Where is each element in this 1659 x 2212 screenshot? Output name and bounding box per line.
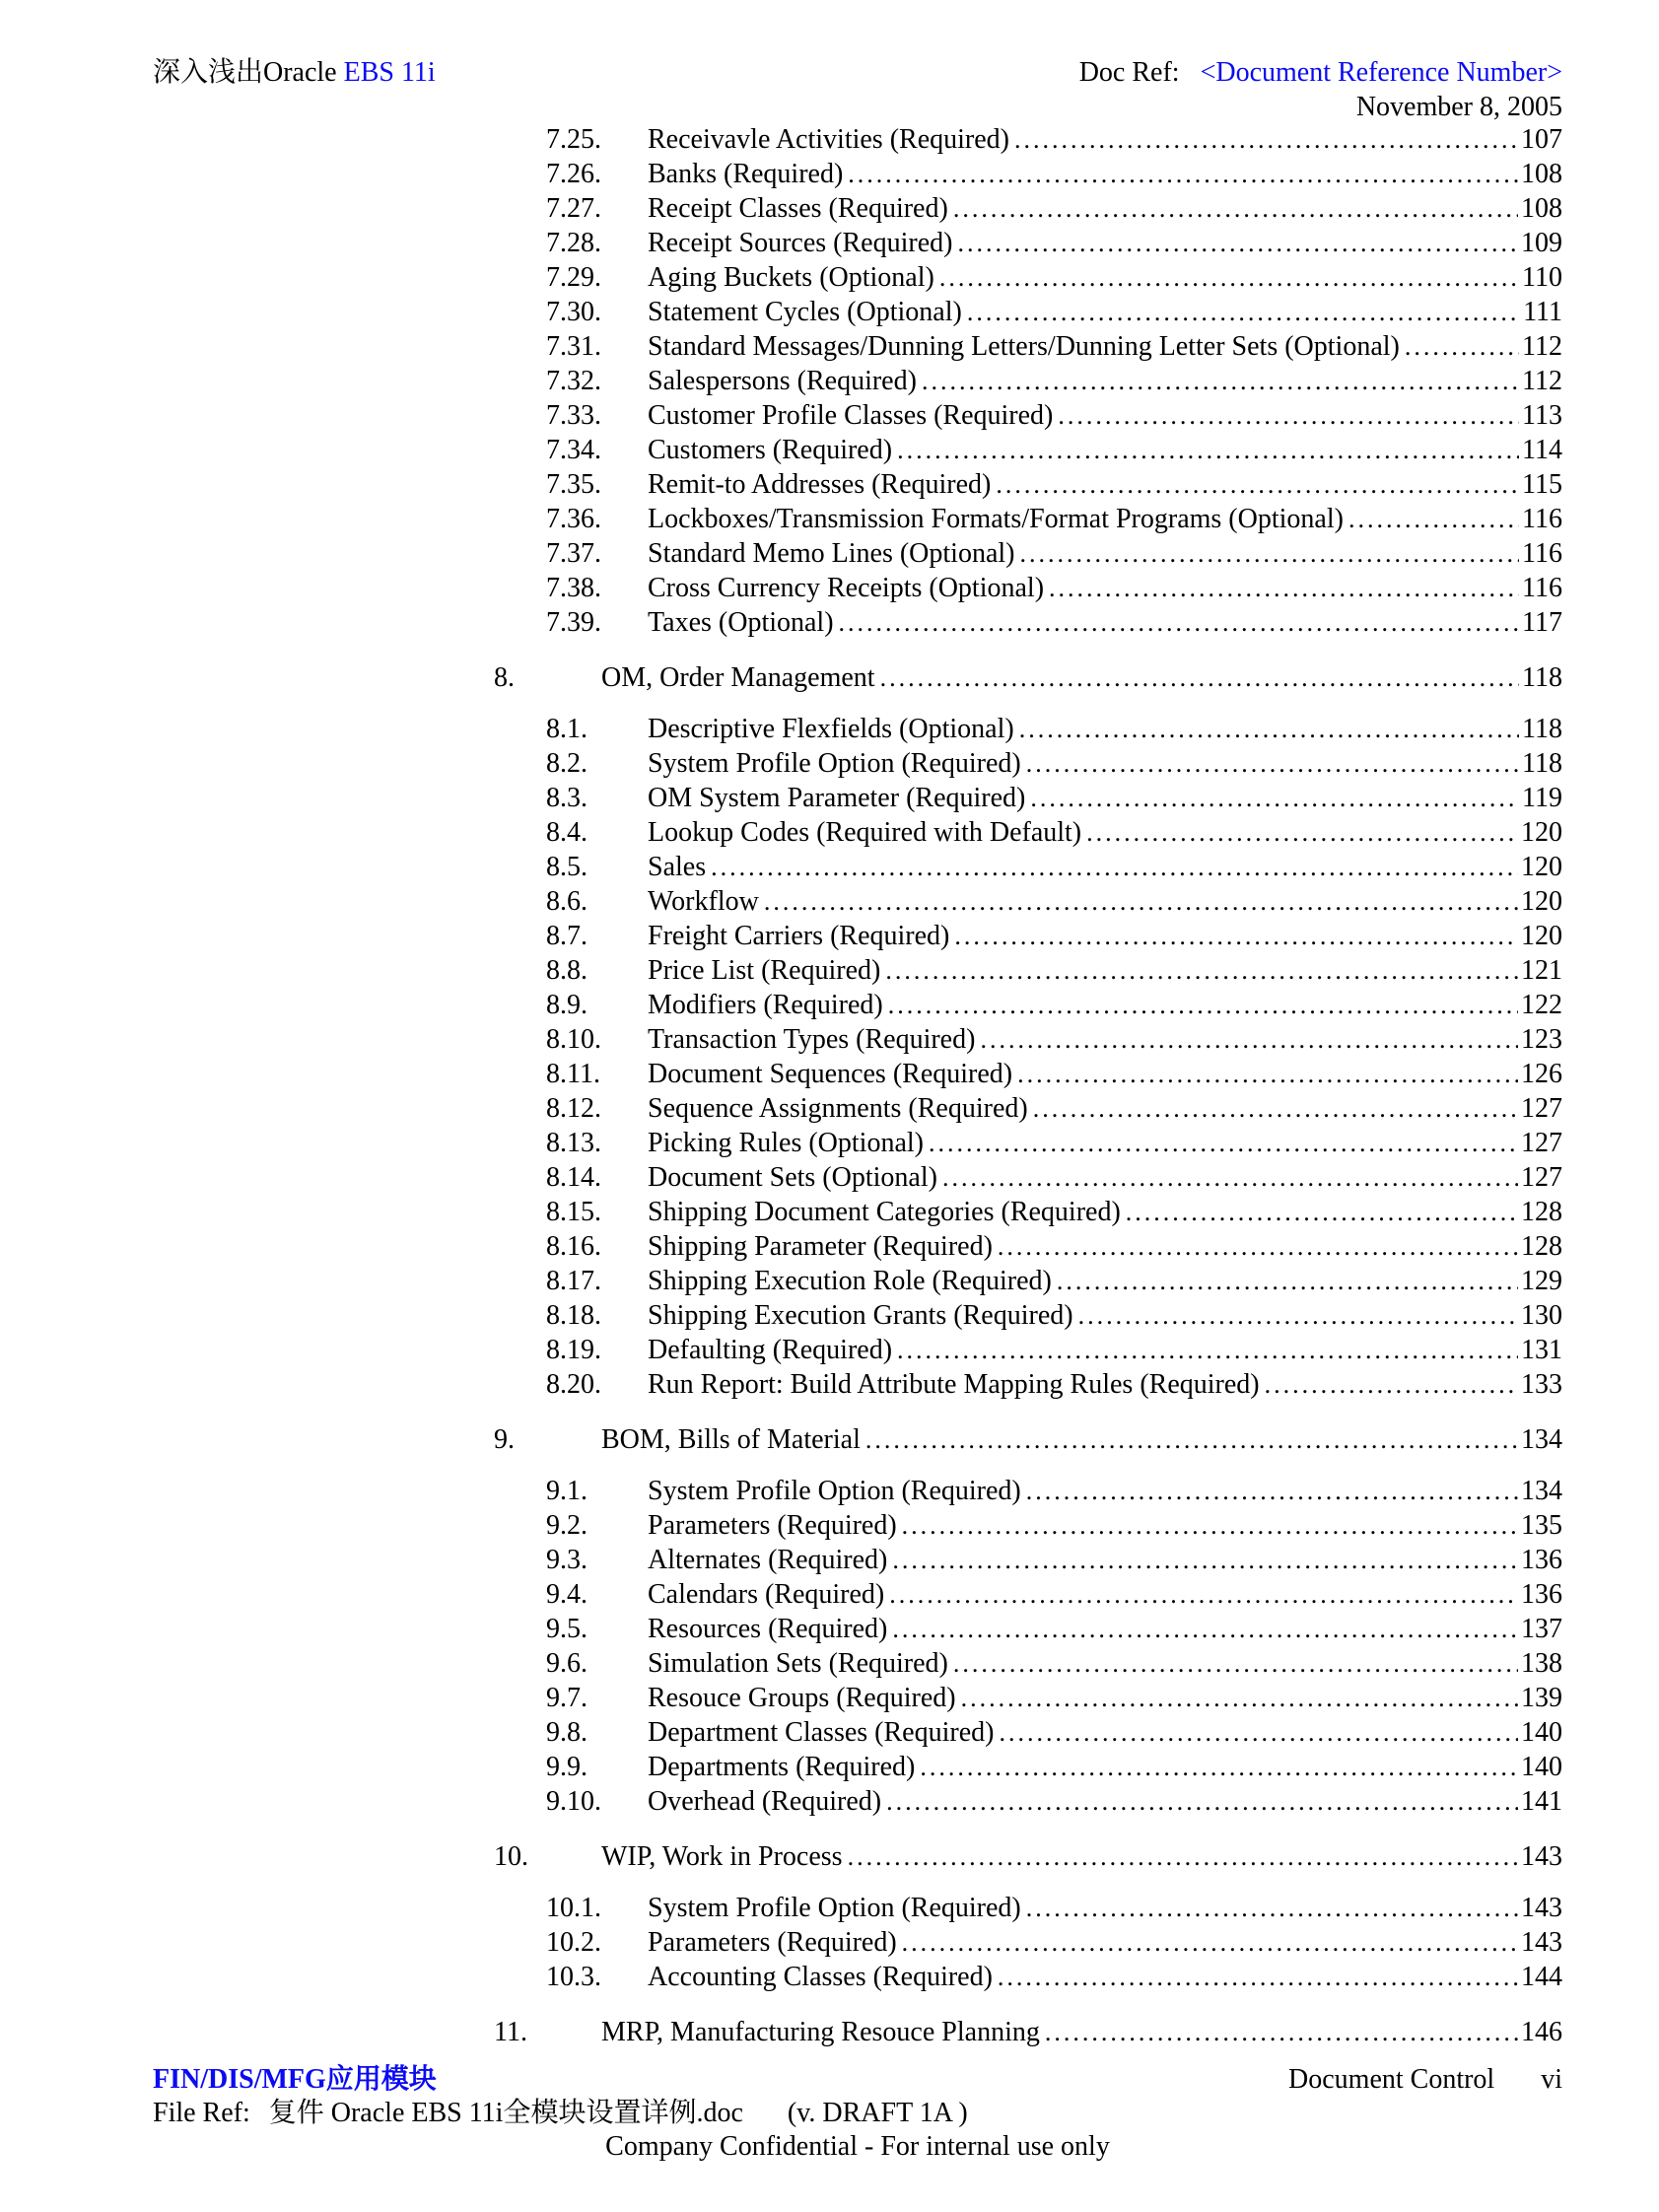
toc-entry[interactable]	[153, 781, 1562, 815]
toc-entry[interactable]	[153, 1612, 1562, 1646]
toc-entry-number: 8.19.	[546, 1335, 601, 1365]
dot-leader	[954, 919, 1518, 953]
toc-entry-title: Document Sequences (Required)	[648, 1059, 1013, 1089]
toc-entry-page: 120	[1521, 886, 1562, 917]
toc-entry-page: 128	[1521, 1231, 1562, 1262]
file-ref-value: 复件 Oracle EBS 11i全模块设置详例.doc	[268, 2098, 743, 2128]
dot-leader	[886, 1784, 1518, 1819]
toc-entry[interactable]	[153, 1543, 1562, 1577]
dot-leader	[942, 1160, 1518, 1195]
toc-entry[interactable]	[153, 953, 1562, 988]
toc-entry-title: Customer Profile Classes (Required)	[648, 400, 1054, 431]
toc-entry-number: 8.20.	[546, 1369, 601, 1400]
footer-module-label: FIN/DIS/MFG应用模块	[153, 2064, 437, 2095]
dot-leader	[1078, 1298, 1518, 1333]
toc-entry[interactable]	[153, 122, 1562, 157]
dot-leader	[1033, 1091, 1518, 1126]
page-header	[153, 55, 1562, 124]
toc-entry-number: 8.1.	[546, 714, 588, 744]
toc-entry-number: 7.27.	[546, 193, 601, 224]
dot-leader	[967, 295, 1520, 329]
toc-entry-page: 129	[1521, 1266, 1562, 1296]
toc-entry-page: 121	[1521, 955, 1562, 986]
toc-entry-title: Standard Memo Lines (Optional)	[648, 538, 1015, 569]
toc-section-heading[interactable]	[153, 660, 1562, 695]
toc-entry-title: Statement Cycles (Optional)	[648, 297, 962, 327]
toc-entry[interactable]	[153, 1022, 1562, 1057]
toc-entry-number: 8.16.	[546, 1231, 601, 1262]
toc-section-heading[interactable]	[153, 1839, 1562, 1874]
dot-leader	[892, 1543, 1518, 1577]
toc-entry-number: 10.3.	[546, 1962, 601, 1992]
toc-entry-title: Document Sets (Optional)	[648, 1162, 937, 1193]
toc-entry[interactable]	[153, 850, 1562, 884]
toc-entry-page: 138	[1521, 1648, 1562, 1679]
dot-leader	[1405, 329, 1519, 364]
header-line	[153, 55, 1562, 90]
toc-entry-number: 8.11.	[546, 1059, 600, 1089]
dot-leader	[922, 364, 1519, 398]
toc-entry[interactable]	[153, 1750, 1562, 1784]
toc-entry-number: 7.25.	[546, 124, 601, 155]
toc-entry-number: 9.8.	[546, 1717, 588, 1748]
toc-entry-page: 109	[1521, 228, 1562, 258]
toc-entry-page: 126	[1521, 1059, 1562, 1089]
toc-entry-title: Receipt Classes (Required)	[648, 193, 948, 224]
toc-entry-page: 127	[1521, 1162, 1562, 1193]
toc-entry-page: 140	[1521, 1717, 1562, 1748]
toc-entry-number: 9.	[494, 1424, 515, 1455]
dot-leader	[888, 988, 1518, 1022]
dot-leader	[1348, 502, 1519, 536]
doc-ref	[1079, 55, 1562, 90]
toc-entry[interactable]	[153, 433, 1562, 467]
toc-entry[interactable]	[153, 1577, 1562, 1612]
toc-entry[interactable]	[153, 329, 1562, 364]
toc-entry[interactable]	[153, 1925, 1562, 1960]
footer-page-number: vi	[1541, 2064, 1562, 2095]
toc-entry-page: 115	[1522, 469, 1562, 500]
toc-entry[interactable]	[153, 1126, 1562, 1160]
toc-entry-number: 8.3.	[546, 783, 588, 813]
toc-entry-title: Aging Buckets (Optional)	[648, 262, 934, 293]
toc-entry-title: Parameters (Required)	[648, 1927, 897, 1958]
dot-leader	[957, 226, 1518, 260]
toc-entry[interactable]	[153, 1508, 1562, 1543]
toc-entry[interactable]	[153, 1367, 1562, 1402]
toc-entry[interactable]	[153, 1891, 1562, 1925]
toc-entry-number: 8.9.	[546, 990, 588, 1020]
toc-entry-number: 7.26.	[546, 159, 601, 189]
dot-leader	[885, 953, 1518, 988]
toc-entry-number: 7.32.	[546, 366, 601, 396]
toc-entry[interactable]	[153, 988, 1562, 1022]
dot-leader	[999, 1715, 1518, 1750]
toc-entry-page: 123	[1521, 1024, 1562, 1055]
toc-entry-number: 9.7.	[546, 1683, 588, 1713]
toc-section-heading[interactable]	[153, 2015, 1562, 2049]
toc-entry-page: 113	[1522, 400, 1562, 431]
toc-entry[interactable]	[153, 1715, 1562, 1750]
dot-leader	[998, 1229, 1518, 1264]
confidentiality-notice: Company Confidential - For internal use only	[605, 2131, 1110, 2162]
toc-entry-page: 136	[1521, 1545, 1562, 1575]
dot-leader	[996, 467, 1519, 502]
footer-line	[153, 2063, 1562, 2097]
toc-entry[interactable]	[153, 605, 1562, 640]
toc-entry-number: 7.30.	[546, 297, 601, 327]
dot-leader	[711, 850, 1518, 884]
toc-entry[interactable]	[153, 226, 1562, 260]
dot-leader	[897, 1333, 1518, 1367]
toc-entry-number: 8.10.	[546, 1024, 601, 1055]
toc-entry-number: 7.37.	[546, 538, 601, 569]
toc-entry[interactable]	[153, 884, 1562, 919]
dot-leader	[1057, 1264, 1518, 1298]
toc-entry-page: 118	[1522, 748, 1562, 779]
toc-entry-title: Freight Carriers (Required)	[648, 921, 950, 951]
dot-leader	[953, 191, 1518, 226]
document-date: November 8, 2005	[1355, 92, 1562, 122]
dot-leader	[1030, 781, 1519, 815]
toc-entry-title: Shipping Parameter (Required)	[648, 1231, 993, 1262]
toc-entry[interactable]	[153, 746, 1562, 781]
toc-entry[interactable]	[153, 502, 1562, 536]
footer-doc-control	[1288, 2063, 1562, 2097]
toc-entry-page: 127	[1521, 1093, 1562, 1124]
toc-entry-title: Alternates (Required)	[648, 1545, 888, 1575]
document-title-black: 深入浅出Oracle	[153, 57, 337, 88]
toc-entry-title: Standard Messages/Dunning Letters/Dunning Letter Sets (Optional)	[648, 331, 1400, 362]
toc-entry-page: 107	[1521, 124, 1562, 155]
dot-leader	[1058, 398, 1519, 433]
toc-entry-title: Shipping Execution Grants (Required)	[648, 1300, 1073, 1331]
toc-entry-number: 9.1.	[546, 1476, 588, 1506]
toc-entry-number: 7.38.	[546, 573, 601, 603]
toc-entry-page: 120	[1521, 852, 1562, 882]
dot-leader	[1014, 122, 1518, 157]
toc-entry-page: 133	[1521, 1369, 1562, 1400]
toc-entry[interactable]	[153, 1195, 1562, 1229]
toc-entry-title: Receivavle Activities (Required)	[648, 124, 1009, 155]
dot-leader	[980, 1022, 1518, 1057]
doc-ref-label: Doc Ref:	[1078, 57, 1180, 88]
toc-entry-number: 8.	[494, 662, 515, 693]
toc-entry-page: 143	[1521, 1893, 1562, 1923]
toc-entry[interactable]	[153, 295, 1562, 329]
dot-leader	[889, 1577, 1518, 1612]
toc-entry-title: Workflow	[648, 886, 759, 917]
toc-entry-number: 10.2.	[546, 1927, 601, 1958]
toc-entry-title: Cross Currency Receipts (Optional)	[648, 573, 1045, 603]
toc-entry-page: 117	[1522, 607, 1562, 638]
toc-entry-page: 120	[1521, 921, 1562, 951]
toc-entry-number: 7.35.	[546, 469, 601, 500]
toc-entry-number: 9.5.	[546, 1614, 588, 1644]
toc-entry-number: 8.15.	[546, 1197, 601, 1227]
toc-entry-number: 8.13.	[546, 1128, 601, 1158]
document-title-blue: EBS 11i	[343, 57, 436, 88]
toc-entry[interactable]	[153, 712, 1562, 746]
toc-entry-page: 137	[1521, 1614, 1562, 1644]
toc-entry-title: Picking Rules (Optional)	[648, 1128, 924, 1158]
dot-leader	[1086, 815, 1518, 850]
toc-entry-page: 110	[1522, 262, 1562, 293]
toc-entry-title: Parameters (Required)	[648, 1510, 897, 1541]
toc-entry[interactable]	[153, 1681, 1562, 1715]
toc-entry-number: 8.2.	[546, 748, 588, 779]
toc-entry-title: MRP, Manufacturing Resouce Planning	[601, 2017, 1040, 2047]
dot-leader	[953, 1646, 1518, 1681]
file-ref-version: (v. DRAFT 1A )	[787, 2098, 968, 2128]
toc-entry-page: 120	[1521, 817, 1562, 848]
toc-entry-page: 116	[1522, 573, 1562, 603]
toc-entry[interactable]	[153, 919, 1562, 953]
toc-entry-number: 7.36.	[546, 504, 601, 534]
toc-entry[interactable]	[153, 398, 1562, 433]
dot-leader	[1126, 1195, 1518, 1229]
toc-entry[interactable]	[153, 571, 1562, 605]
toc-entry-title: Lookup Codes (Required with Default)	[648, 817, 1082, 848]
toc-entry[interactable]	[153, 364, 1562, 398]
toc-entry-title: Descriptive Flexfields (Optional)	[648, 714, 1014, 744]
toc-entry-page: 108	[1521, 193, 1562, 224]
toc-entry[interactable]	[153, 467, 1562, 502]
toc-entry-number: 7.34.	[546, 435, 601, 465]
dot-leader	[848, 1839, 1518, 1874]
file-ref-line	[153, 2097, 1562, 2130]
toc-entry-page: 112	[1522, 366, 1562, 396]
dot-leader	[1049, 571, 1519, 605]
toc-entry-title: WIP, Work in Process	[601, 1841, 843, 1872]
toc-entry-title: Resources (Required)	[648, 1614, 888, 1644]
toc-entry-title: OM System Parameter (Required)	[648, 783, 1026, 813]
toc-entry[interactable]	[153, 1229, 1562, 1264]
toc-entry-number: 11.	[494, 2017, 527, 2047]
dot-leader	[1017, 1057, 1518, 1091]
toc-entry-page: 128	[1521, 1197, 1562, 1227]
toc-entry-page: 139	[1521, 1683, 1562, 1713]
toc-entry-page: 140	[1521, 1752, 1562, 1782]
toc-entry-number: 7.28.	[546, 228, 601, 258]
toc-entry[interactable]	[153, 1960, 1562, 1994]
toc-entry-page: 112	[1522, 331, 1562, 362]
toc-entry-page: 118	[1522, 662, 1562, 693]
toc-entry-number: 7.39.	[546, 607, 601, 638]
toc-entry-title: BOM, Bills of Material	[601, 1424, 861, 1455]
dot-leader	[865, 1422, 1518, 1457]
toc-entry-number: 8.18.	[546, 1300, 601, 1331]
toc-entry-number: 9.4.	[546, 1579, 588, 1610]
toc-entry-page: 111	[1523, 297, 1562, 327]
dot-leader	[939, 260, 1519, 295]
toc-entry-title: Shipping Execution Role (Required)	[648, 1266, 1052, 1296]
dot-leader	[920, 1750, 1518, 1784]
toc-entry-page: 119	[1522, 783, 1562, 813]
toc-entry-title: System Profile Option (Required)	[648, 1476, 1021, 1506]
toc-entry-title: Price List (Required)	[648, 955, 881, 986]
toc-entry[interactable]	[153, 1298, 1562, 1333]
toc-entry-title: Customers (Required)	[648, 435, 893, 465]
toc-entry-title: Overhead (Required)	[648, 1786, 882, 1817]
toc-entry-page: 118	[1522, 714, 1562, 744]
toc-entry-title: OM, Order Management	[601, 662, 875, 693]
toc-entry-title: Receipt Sources (Required)	[648, 228, 953, 258]
toc-entry-title: Sales	[648, 852, 707, 882]
toc-entry-number: 9.2.	[546, 1510, 588, 1541]
toc-entry-page: 141	[1521, 1786, 1562, 1817]
toc-entry-title: System Profile Option (Required)	[648, 1893, 1021, 1923]
dot-leader	[764, 884, 1518, 919]
doc-ref-value: <Document Reference Number>	[1200, 57, 1562, 88]
toc-entry-page: 135	[1521, 1510, 1562, 1541]
toc-entry-number: 8.8.	[546, 955, 588, 986]
toc-entry-page: 134	[1521, 1476, 1562, 1506]
toc-entry-title: Calendars (Required)	[648, 1579, 885, 1610]
toc-entry[interactable]	[153, 1160, 1562, 1195]
toc-entry-number: 7.33.	[546, 400, 601, 431]
toc-entry-title: Shipping Document Categories (Required)	[648, 1197, 1121, 1227]
dot-leader	[929, 1126, 1518, 1160]
toc-entry-page: 146	[1521, 2017, 1562, 2047]
toc-entry[interactable]	[153, 157, 1562, 191]
toc-entry-title: System Profile Option (Required)	[648, 748, 1021, 779]
toc-entry-page: 114	[1522, 435, 1562, 465]
toc-entry-page: 131	[1521, 1335, 1562, 1365]
toc-entry-number: 7.29.	[546, 262, 601, 293]
toc-entry-title: Salespersons (Required)	[648, 366, 917, 396]
toc-entry-title: Modifiers (Required)	[648, 990, 883, 1020]
dot-leader	[880, 660, 1519, 695]
toc-entry-number: 8.4.	[546, 817, 588, 848]
toc-entry-page: 116	[1522, 538, 1562, 569]
toc-entry-page: 143	[1521, 1927, 1562, 1958]
dot-leader	[839, 605, 1519, 640]
toc-entry-page: 143	[1521, 1841, 1562, 1872]
toc-entry[interactable]	[153, 1091, 1562, 1126]
toc-entry-title: Taxes (Optional)	[648, 607, 834, 638]
toc-entry-title: Sequence Assignments (Required)	[648, 1093, 1028, 1124]
toc-entry-number: 10.1.	[546, 1893, 601, 1923]
document-title	[153, 55, 436, 90]
toc-entry-page: 116	[1522, 504, 1562, 534]
toc-entry-number: 9.10.	[546, 1786, 601, 1817]
dot-leader	[1019, 712, 1519, 746]
toc-entry[interactable]	[153, 1646, 1562, 1681]
toc-entry-title: Departments (Required)	[648, 1752, 916, 1782]
toc-entry-number: 9.6.	[546, 1648, 588, 1679]
toc-entry[interactable]	[153, 1784, 1562, 1819]
toc-entry-page: 134	[1521, 1424, 1562, 1455]
dot-leader	[892, 1612, 1518, 1646]
toc-entry-page: 127	[1521, 1128, 1562, 1158]
toc-entry-number: 8.7.	[546, 921, 588, 951]
toc-entry-title: Run Report: Build Attribute Mapping Rules (Required)	[648, 1369, 1260, 1400]
dot-leader	[848, 157, 1518, 191]
toc-entry-page: 122	[1521, 990, 1562, 1020]
toc-entry-number: 8.5.	[546, 852, 588, 882]
toc-entry-page: 144	[1521, 1962, 1562, 1992]
page-footer	[153, 2063, 1562, 2164]
toc-entry-number: 9.3.	[546, 1545, 588, 1575]
toc-entry-number: 8.17.	[546, 1266, 601, 1296]
toc-entry-title: Defaulting (Required)	[648, 1335, 893, 1365]
toc-entry-number: 10.	[494, 1841, 528, 1872]
toc-entry[interactable]	[153, 536, 1562, 571]
toc-entry-title: Lockboxes/Transmission Formats/Format Programs (Optional)	[648, 504, 1344, 534]
dot-leader	[902, 1925, 1518, 1960]
toc-entry-title: Simulation Sets (Required)	[648, 1648, 948, 1679]
toc-entry-number: 8.12.	[546, 1093, 601, 1124]
toc-entry[interactable]	[153, 191, 1562, 226]
toc-entry-number: 8.6.	[546, 886, 588, 917]
toc-entry-page: 136	[1521, 1579, 1562, 1610]
dot-leader	[897, 433, 1519, 467]
toc-entry[interactable]	[153, 1333, 1562, 1367]
toc-entry-number: 8.14.	[546, 1162, 601, 1193]
toc-entry-title: Accounting Classes (Required)	[648, 1962, 993, 1992]
toc-entry[interactable]	[153, 260, 1562, 295]
file-ref-label: File Ref:	[153, 2098, 250, 2128]
doc-control-label: Document Control	[1288, 2064, 1495, 2095]
toc-entry-page: 130	[1521, 1300, 1562, 1331]
toc-entry-title: Transaction Types (Required)	[648, 1024, 976, 1055]
dot-leader	[998, 1960, 1518, 1994]
dot-leader	[961, 1681, 1518, 1715]
dot-leader	[1045, 2015, 1518, 2049]
toc-entry-title: Resouce Groups (Required)	[648, 1683, 956, 1713]
toc	[153, 122, 1562, 2066]
toc-entry-number: 7.31.	[546, 331, 601, 362]
toc-entry[interactable]	[153, 1474, 1562, 1508]
dot-leader	[1026, 1891, 1518, 1925]
dot-leader	[1019, 536, 1519, 571]
toc-entry[interactable]	[153, 1057, 1562, 1091]
dot-leader	[1265, 1367, 1518, 1402]
toc-section-heading[interactable]	[153, 1422, 1562, 1457]
dot-leader	[1026, 1474, 1518, 1508]
toc-entry-title: Department Classes (Required)	[648, 1717, 995, 1748]
toc-entry-page: 108	[1521, 159, 1562, 189]
toc-entry-number: 9.9.	[546, 1752, 588, 1782]
dot-leader	[902, 1508, 1518, 1543]
dot-leader	[1026, 746, 1519, 781]
toc-entry-title: Banks (Required)	[648, 159, 844, 189]
toc-entry-title: Remit-to Addresses (Required)	[648, 469, 992, 500]
toc-entry[interactable]	[153, 1264, 1562, 1298]
toc-entry[interactable]	[153, 815, 1562, 850]
